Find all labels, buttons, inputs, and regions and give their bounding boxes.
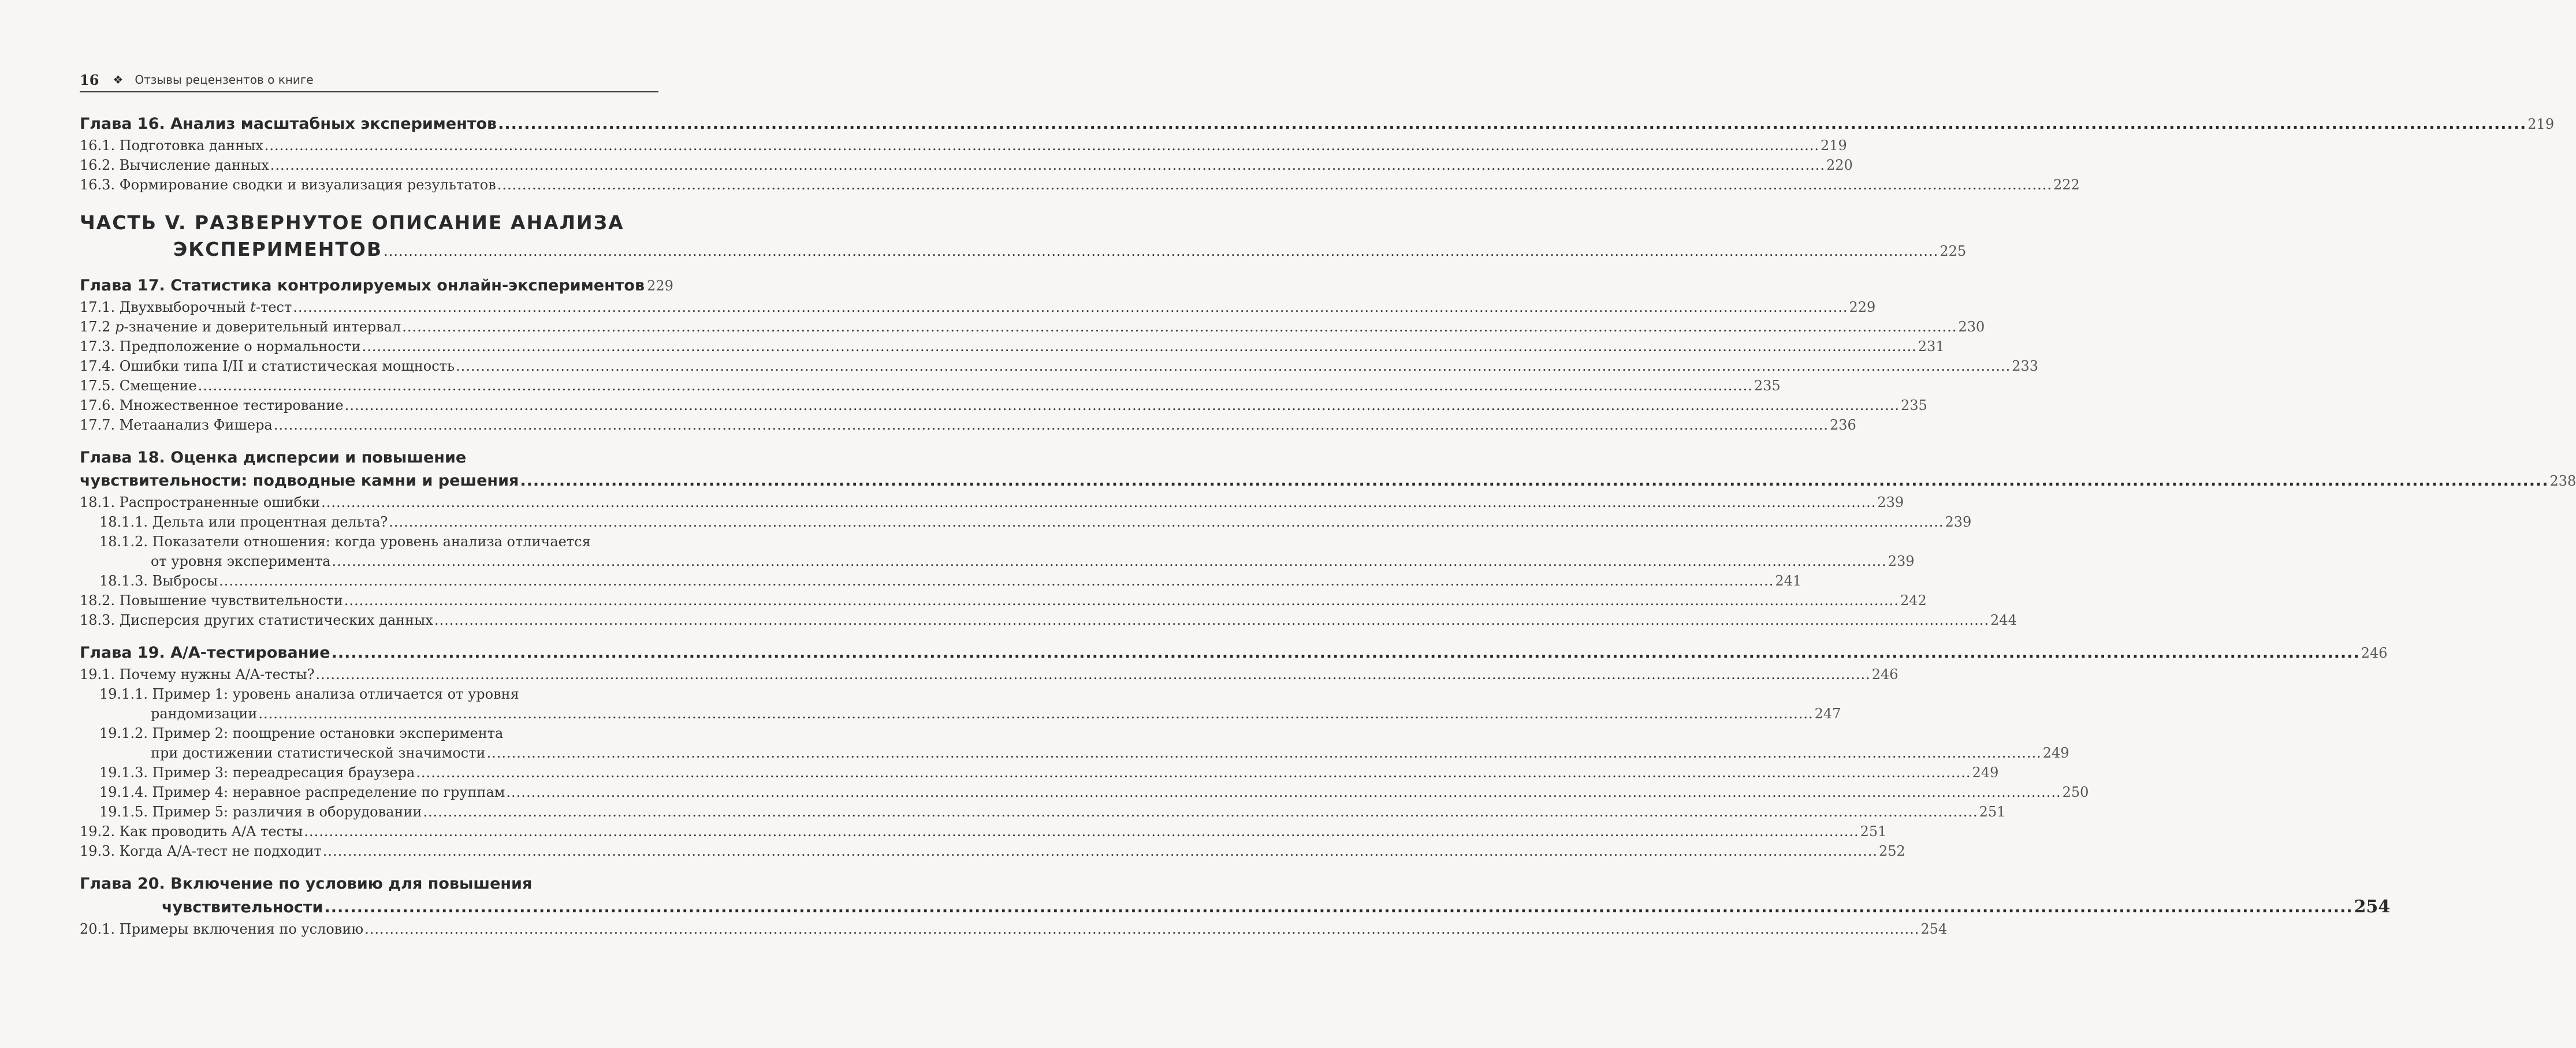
- dot-leader: [498, 113, 2526, 136]
- running-header-title: Отзывы рецензентов о книге: [135, 73, 314, 87]
- part-title-line1: ЧАСТЬ V. РАЗВЕРНУТОЕ ОПИСАНИЕ АНАЛИЗА: [80, 211, 624, 234]
- toc-entry: 18.3. Дисперсия других статистических данных ..... 244: [80, 610, 658, 630]
- part-title-line2: ЭКСПЕРИМЕНТОВ: [173, 238, 383, 260]
- toc-chapter-20: [80, 896, 2391, 919]
- toc-entry: 18.1.1. Дельта или процентная дельта? ..... 239: [80, 512, 678, 532]
- toc-chapter-19: [80, 642, 2388, 665]
- toc-entry: при достижении статистической значимости ..... 249: [80, 743, 729, 763]
- dot-leader: [384, 243, 1938, 259]
- toc-entry: 18.1. Распространенные ошибки ..... 239: [80, 493, 658, 512]
- toc-entry: 17.6. Множественное тестирование ..... 235: [80, 396, 658, 415]
- toc-chapter-18: [80, 469, 2576, 493]
- toc-entry: 18.1.3. Выбросы ..... 241: [80, 571, 678, 591]
- toc-entry: от уровня эксперимента ..... 239: [80, 551, 729, 571]
- chapter-title: Глава 17. Статистика контролируемых онлайн-экспериментов: [80, 277, 645, 294]
- toc-entry: 20.1. Примеры включения по условию ..... 254: [80, 919, 658, 939]
- chapter-page: 246: [2361, 645, 2388, 661]
- toc-entry: 17.3. Предположение о нормальности ..... 231: [80, 337, 658, 356]
- running-header: [80, 68, 658, 92]
- part-page: 225: [1940, 243, 1967, 259]
- chapter-page: 238: [2549, 473, 2576, 489]
- toc-entry: 19.3. Когда A/A-тест не подходит ..... 252: [80, 841, 658, 861]
- toc-entry: 17.4. Ошибки типа I/II и статистическая мощность ..... 233: [80, 356, 658, 376]
- toc-entry: 19.1.5. Пример 5: различия в оборудовании ..... 251: [80, 802, 678, 822]
- toc-entry-line1: 19.1.1. Пример 1: уровень анализа отличается от уровня: [99, 686, 519, 702]
- chapter-page: 219: [2527, 116, 2555, 132]
- toc-entry: 17.2 p-значение и доверительный интервал ..... 230: [80, 317, 658, 337]
- chapter-title-line2: чувствительности: подводные камни и решения: [80, 472, 519, 490]
- dot-leader: [520, 469, 2548, 493]
- toc-entry: 19.1.4. Пример 4: неравное распределение по группам ..... 250: [80, 782, 678, 802]
- ornament-icon: ❖: [113, 73, 124, 87]
- page-number: 16: [80, 71, 99, 88]
- toc-entry: рандомизации ..... 247: [80, 704, 729, 723]
- dot-leader: [332, 642, 2360, 665]
- toc-entry: 16.1. Подготовка данных ..... 219: [80, 136, 658, 155]
- toc-part-5: [80, 236, 1967, 263]
- chapter-page: 229: [647, 278, 673, 294]
- toc-entry-line1: 19.1.2. Пример 2: поощрение остановки эксперимента: [99, 725, 504, 741]
- toc-entry-line1: 18.1.2. Показатели отношения: когда уровень анализа отличается: [99, 534, 591, 550]
- chapter-title-line1: Глава 18. Оценка дисперсии и повышение: [80, 449, 467, 467]
- toc-entry: 17.5. Смещение ..... 235: [80, 376, 658, 396]
- toc-chapter-17: [80, 274, 673, 297]
- chapter-title: Глава 16. Анализ масштабных экспериментов: [80, 115, 497, 133]
- chapter-title: Глава 19. A/A-тестирование: [80, 644, 330, 662]
- toc-entry: 19.1.3. Пример 3: переадресация браузера ..... 249: [80, 763, 678, 782]
- chapter-title-line2: чувствительности: [162, 898, 323, 916]
- toc-entry: 16.3. Формирование сводки и визуализация результатов ..... 222: [80, 175, 658, 195]
- chapter-page: 254: [2354, 897, 2391, 917]
- toc-entry: 17.1. Двухвыборочный t-тест ..... 229: [80, 297, 658, 317]
- toc-entry: 17.7. Метаанализ Фишера ..... 236: [80, 415, 658, 435]
- toc-entry: 16.2. Вычисление данных ..... 220: [80, 155, 658, 175]
- toc-chapter-16: [80, 113, 2555, 136]
- dot-leader: [324, 896, 2352, 919]
- toc-entry: 19.2. Как проводить A/A тесты ..... 251: [80, 822, 658, 841]
- toc-entry: 19.1. Почему нужны A/A-тесты? ..... 246: [80, 665, 658, 684]
- chapter-title-line1: Глава 20. Включение по условию для повышения: [80, 875, 533, 893]
- toc-entry: 18.2. Повышение чувствительности ..... 242: [80, 591, 658, 610]
- table-of-contents: [80, 113, 2576, 939]
